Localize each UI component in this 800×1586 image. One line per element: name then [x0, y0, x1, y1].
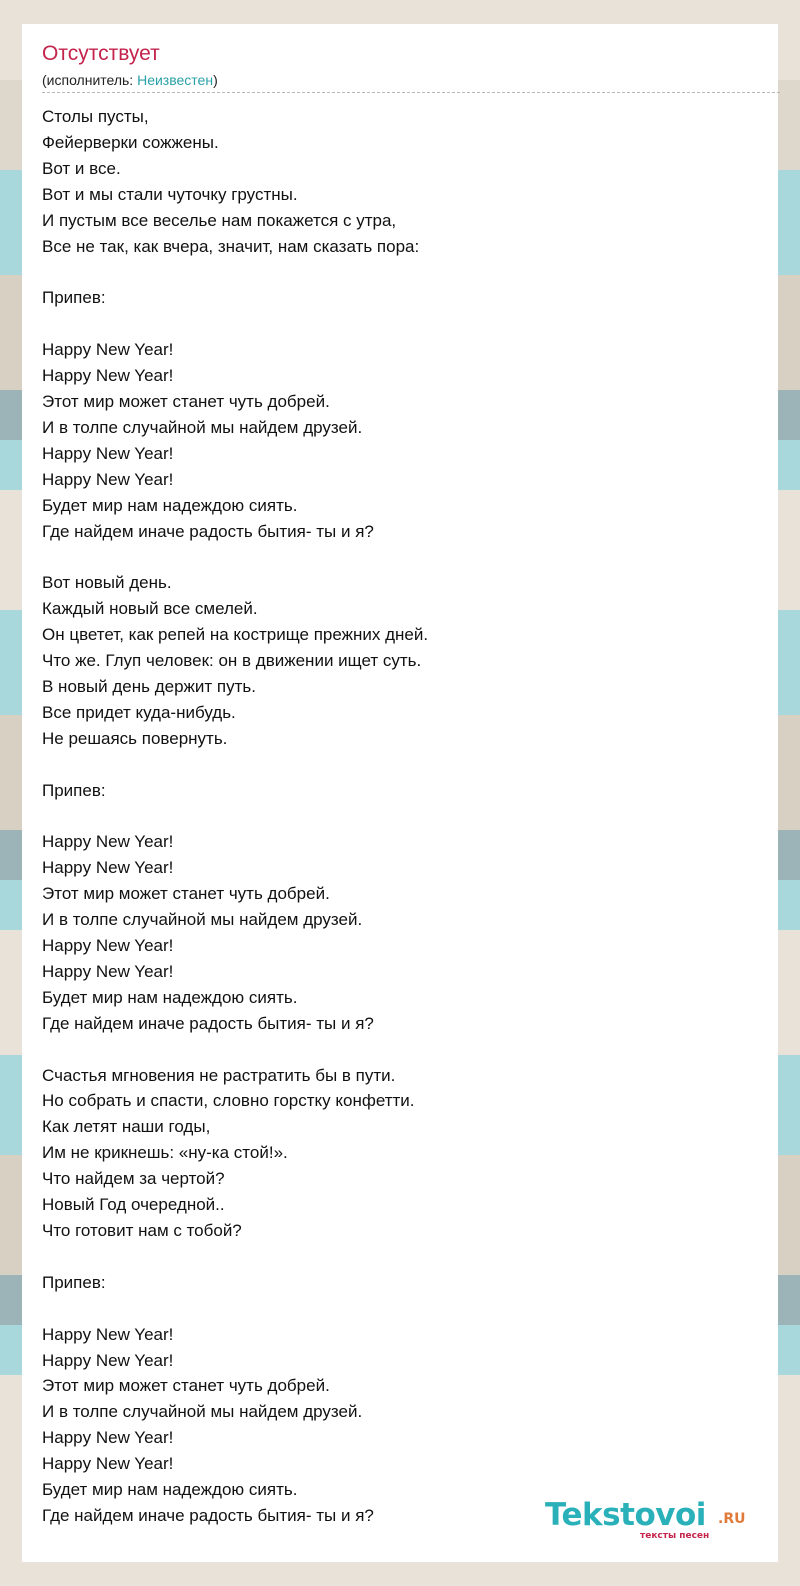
song-title: Отсутствует	[42, 42, 160, 65]
dashed-divider	[42, 92, 780, 93]
lyrics-card	[22, 24, 778, 1562]
tekstovoi-logo[interactable]	[545, 1497, 755, 1542]
artist-link[interactable]: Неизвестен	[137, 72, 214, 88]
lyrics-text: Столы пусты, Фейерверки сожжены. Вот и все. Вот и мы стали чуточку грустны. И пустым все веселье нам покажется с утра, Все не так, как вчера, значит, нам сказать пора: Припев: Happy New Year! Happy New Year! Этот мир может станет чуть добрей. И в толпе случайной мы найдем друзей. Happy New Year! Happy New Year! Будет мир нам надеждою сиять. Где найдем иначе радость бытия- ты и я? Вот новый день. Каждый новый все смелей. Он цветет, как репей на кострище прежних дней. Что же. Глуп человек: он в движении ищет суть. В новый день держит путь. Все придет куда-нибудь. Не решаясь повернуть. Припев: Happy New Year! Happy New Year! Этот мир может станет чуть добрей. И в толпе случайной мы найдем друзей. Happy New Year! Happy New Year! Будет мир нам надеждою сиять. Где найдем иначе радость бытия- ты и я? Счастья мгновения не растратить бы в пути. Но собрать и спасти, словно горстку конфетти. Как летят наши годы, Им не крикнешь: «ну-ка стой!». Что найдем за чертой? Новый Год очередной.. Что готовит нам с тобой? Припев: Happy New Year! Happy New Year! Этот мир может станет чуть добрей. И в толпе случайной мы найдем друзей. Happy New Year! Happy New Year! Будет мир нам надеждою сиять. Где найдем иначе радость бытия- ты и я?	[42, 107, 429, 1525]
logo-tagline: тексты песен	[640, 1531, 710, 1541]
artist-suffix: )	[213, 72, 218, 88]
artist-prefix: (исполнитель:	[42, 72, 138, 88]
artist-line	[42, 72, 218, 88]
logo-tld: .RU	[718, 1511, 746, 1527]
logo-wordmark: Tekstovoi	[545, 1497, 706, 1533]
